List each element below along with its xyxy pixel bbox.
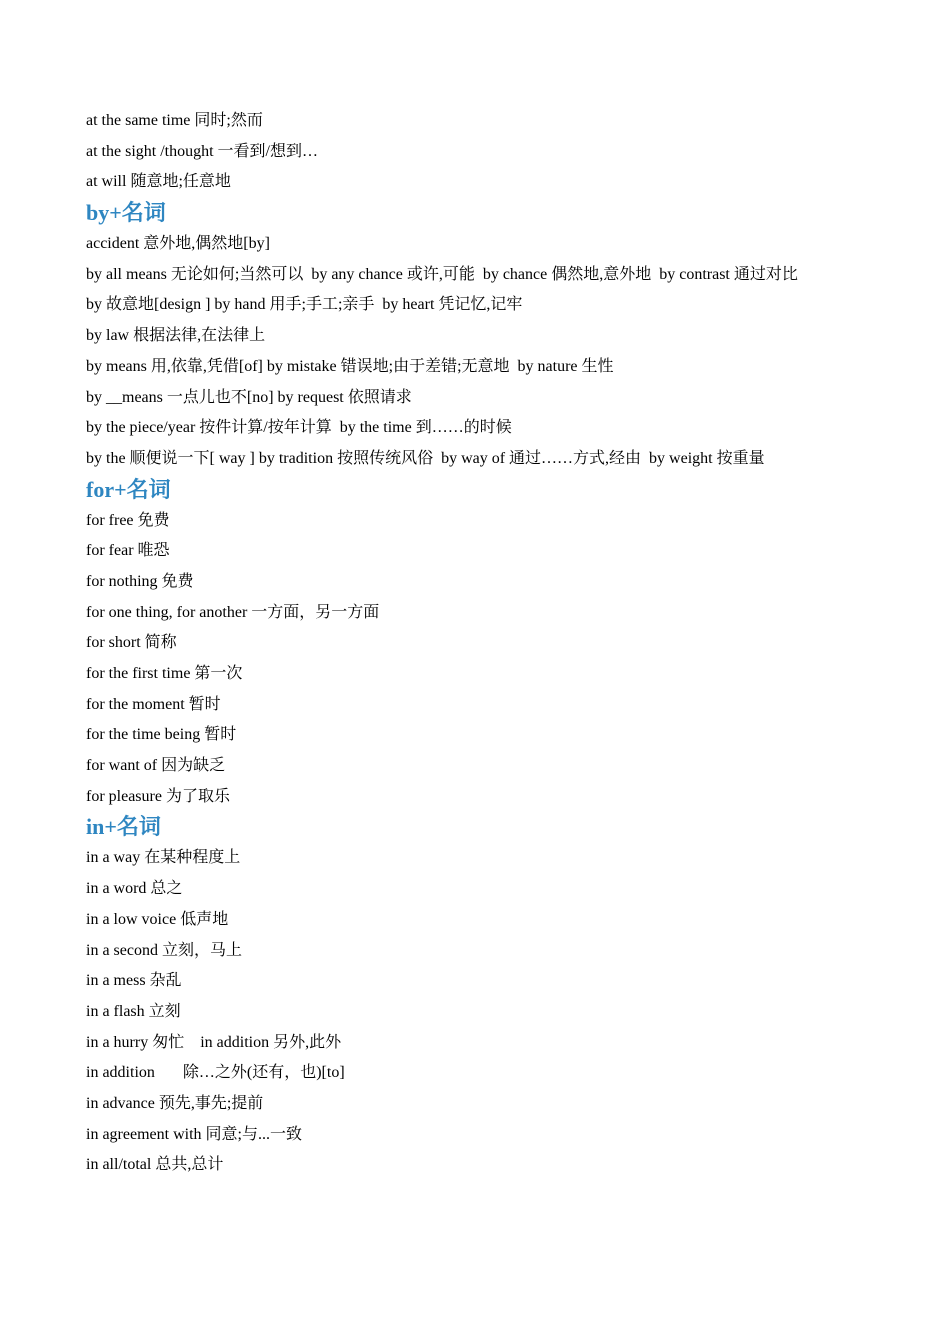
phrase-line: by means 用,依靠,凭借[of] by mistake 错误地;由于差错;无意地 by nature 生性 <box>86 357 614 375</box>
phrase-line: by law 根据法律,在法律上 <box>86 327 266 345</box>
phrase-line: in a mess 杂乱 <box>86 972 182 990</box>
section-for-phrases <box>86 476 886 807</box>
phrase-line: at the sight /thought 一看到/想到… <box>86 142 318 160</box>
phrase-line: for one thing, for another 一方面，另一方面 <box>86 603 380 621</box>
phrase-line: by the piece/year 按件计算/按年计算 by the time 到……的时候 <box>86 419 512 437</box>
phrase-line: at will 随意地;任意地 <box>86 173 231 191</box>
phrase-line: for fear 唯恐 <box>86 542 170 560</box>
phrase-line: for want of 因为缺乏 <box>86 757 226 775</box>
phrase-line: in a hurry 匆忙 in addition 另外,此外 <box>86 1033 342 1051</box>
phrase-line: in a way 在某种程度上 <box>86 849 241 867</box>
phrase-line: by all means 无论如何;当然可以 by any chance 或许,可能 by chance 偶然地,意外地 by contrast 通过对比 <box>86 265 798 283</box>
phrase-line: accident 意外地,偶然地[by] <box>86 235 270 253</box>
document-page <box>86 111 886 1186</box>
phrase-line: for the moment 暂时 <box>86 695 221 713</box>
phrase-line: in a flash 立刻 <box>86 1002 181 1020</box>
phrase-line: by __means 一点儿也不[no] by request 依照请求 <box>86 388 412 406</box>
phrase-line: for the first time 第一次 <box>86 665 243 682</box>
phrase-line: by the 顺便说一下[ way ] by tradition 按照传统风俗 by way of 通过……方式,经由 by weight 按重量 <box>86 449 765 467</box>
phrase-line: for short 简称 <box>86 634 177 652</box>
phrase-line: by 故意地[design ] by hand 用手;手工;亲手 by heart 凭记忆,记牢 <box>86 296 523 314</box>
section-by-phrases <box>86 199 886 469</box>
phrase-line: for the time being 暂时 <box>86 726 237 744</box>
section-heading-by: by+名词 <box>86 200 166 226</box>
phrase-line: in a low voice 低声地 <box>86 910 229 928</box>
phrase-line: for pleasure 为了取乐 <box>86 787 230 805</box>
phrase-line: in advance 预先,事先;提前 <box>86 1094 264 1112</box>
phrase-line: in a second 立刻，马上 <box>86 941 242 959</box>
section-heading-for: for+名词 <box>86 476 171 502</box>
phrase-line: in addition 除…之外(还有，也)[to] <box>86 1064 345 1082</box>
phrase-line: at the same time 同时;然而 <box>86 112 263 129</box>
phrase-line: in agreement with 同意;与...一致 <box>86 1125 302 1143</box>
phrase-line: for nothing 免费 <box>86 572 194 590</box>
section-in-phrases <box>86 813 886 1175</box>
section-heading-in: in+名词 <box>86 814 161 840</box>
phrase-line: in a word 总之 <box>86 880 183 898</box>
phrase-line: for free 免费 <box>86 511 170 529</box>
section-at-phrases <box>86 111 886 192</box>
phrase-line: in all/total 总共,总计 <box>86 1156 224 1174</box>
